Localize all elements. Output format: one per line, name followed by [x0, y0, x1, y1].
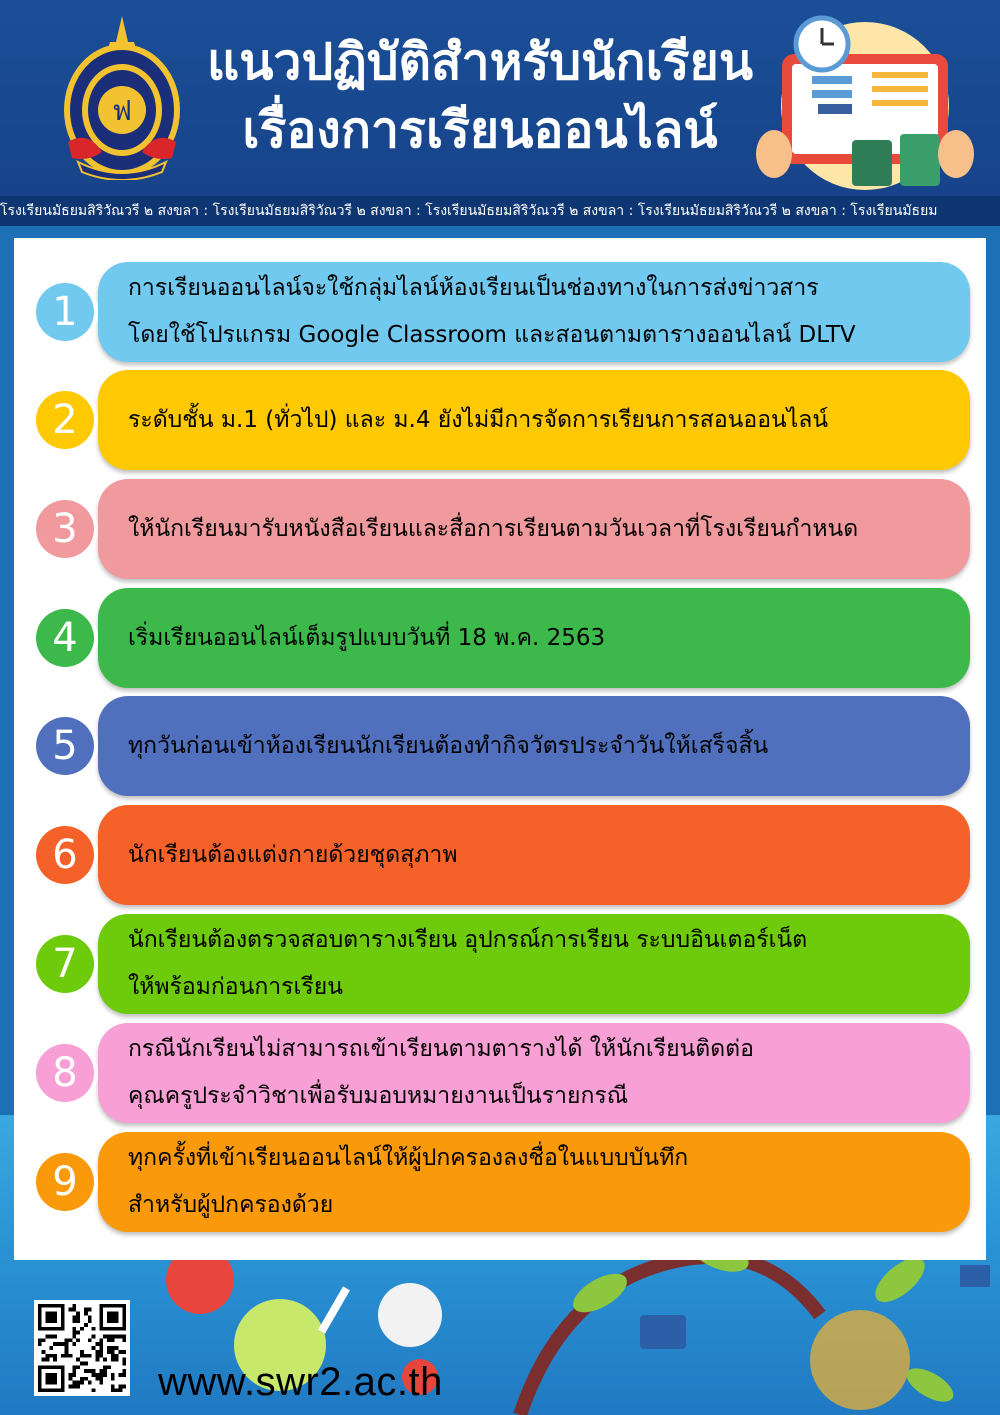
- guideline-item: [14, 1023, 986, 1123]
- guideline-text-line-1: นักเรียนต้องแต่งกายด้วยชุดสุภาพ: [128, 841, 458, 868]
- guideline-pill: [98, 588, 970, 688]
- guideline-number-badge: 5: [36, 717, 94, 775]
- guideline-text-line-2: คุณครูประจำวิชาเพื่อรับมอบหมายงานเป็นรายกรณี: [128, 1083, 629, 1109]
- title-line-1: แนวปฏิบัติสำหรับนักเรียน: [206, 34, 754, 90]
- guideline-number-badge: 4: [36, 609, 94, 667]
- guidelines-card: [14, 238, 986, 1260]
- guideline-text: [128, 479, 950, 579]
- guideline-pill: [98, 1023, 970, 1123]
- guideline-item: [14, 696, 986, 796]
- guideline-pill: [98, 914, 970, 1014]
- website-url[interactable]: www.swr2.ac.th: [158, 1360, 443, 1404]
- guideline-text-line-1: ทุกครั้งที่เข้าเรียนออนไลน์ให้ผู้ปกครองลงชื่อในแบบบันทึก: [128, 1145, 689, 1171]
- school-name-ticker: โรงเรียนมัธยมสิริวัณวรี ๒ สงขลา : โรงเรียนมัธยมสิริวัณวรี ๒ สงขลา : โรงเรียนมัธยมสิริวัณวรี ๒ สงขลา : โรงเรียนมัธยมสิริวัณวรี ๒ สงขลา : โรงเรียนมัธยม: [0, 196, 1000, 226]
- guideline-text: [128, 588, 950, 688]
- online-learning-illustration: [752, 14, 978, 190]
- guideline-text: [128, 1023, 950, 1123]
- guideline-text-line-2: สำหรับผู้ปกครองด้วย: [128, 1192, 334, 1218]
- svg-text:ฟ: ฟ: [112, 94, 132, 127]
- header-banner: [0, 0, 1000, 196]
- guideline-pill: [98, 479, 970, 579]
- guideline-item: [14, 805, 986, 905]
- guideline-number-badge: 1: [36, 283, 94, 341]
- guideline-number-badge: 6: [36, 826, 94, 884]
- guideline-text-line-1: กรณีนักเรียนไม่สามารถเข้าเรียนตามตารางได้ ให้นักเรียนติดต่อ: [128, 1036, 754, 1062]
- guideline-pill: [98, 370, 970, 470]
- guideline-pill: [98, 805, 970, 905]
- guideline-number-badge: 2: [36, 391, 94, 449]
- guideline-item: [14, 479, 986, 579]
- guideline-text-line-1: เริ่มเรียนออนไลน์เต็มรูปแบบวันที่ 18 พ.ค. 2563: [128, 624, 606, 651]
- guideline-text: [128, 696, 950, 796]
- guideline-number-badge: 7: [36, 935, 94, 993]
- qr-code: [34, 1300, 130, 1396]
- guideline-pill: [98, 262, 970, 362]
- guideline-text-line-2: ให้พร้อมก่อนการเรียน: [128, 974, 343, 1000]
- guideline-text-line-2: โดยใช้โปรแกรม Google Classroom และสอนตามตารางออนไลน์ DLTV: [128, 322, 856, 348]
- guideline-text: [128, 370, 950, 470]
- guideline-text: [128, 1132, 950, 1232]
- guideline-text-line-1: การเรียนออนไลน์จะใช้กลุ่มไลน์ห้องเรียนเป็นช่องทางในการส่งข่าวสาร: [128, 275, 819, 301]
- guideline-text-line-1: นักเรียนต้องตรวจสอบตารางเรียน อุปกรณ์การเรียน ระบบอินเตอร์เน็ต: [128, 927, 808, 953]
- guideline-text-line-1: ระดับชั้น ม.1 (ทั่วไป) และ ม.4 ยังไม่มีการจัดการเรียนการสอนออนไลน์: [128, 406, 829, 433]
- guideline-number-badge: 9: [36, 1153, 94, 1211]
- guideline-text-line-1: ทุกวันก่อนเข้าห้องเรียนนักเรียนต้องทำกิจวัตรประจำวันให้เสร็จสิ้น: [128, 732, 769, 759]
- guideline-text: [128, 262, 950, 362]
- guideline-pill: [98, 696, 970, 796]
- guideline-pill: [98, 1132, 970, 1232]
- guideline-text-line-1: ให้นักเรียนมารับหนังสือเรียนและสื่อการเรียนตามวันเวลาที่โรงเรียนกำหนด: [128, 515, 859, 542]
- page-title: [200, 28, 760, 164]
- guideline-text: [128, 914, 950, 1014]
- guideline-text: [128, 805, 950, 905]
- guideline-item: [14, 1132, 986, 1232]
- guideline-number-badge: 3: [36, 500, 94, 558]
- guideline-item: [14, 370, 986, 470]
- guideline-item: [14, 262, 986, 362]
- guideline-item: [14, 588, 986, 688]
- title-line-2: เรื่องการเรียนออนไลน์: [242, 102, 718, 158]
- guideline-item: [14, 914, 986, 1014]
- school-logo: [58, 12, 186, 180]
- guideline-number-badge: 8: [36, 1044, 94, 1102]
